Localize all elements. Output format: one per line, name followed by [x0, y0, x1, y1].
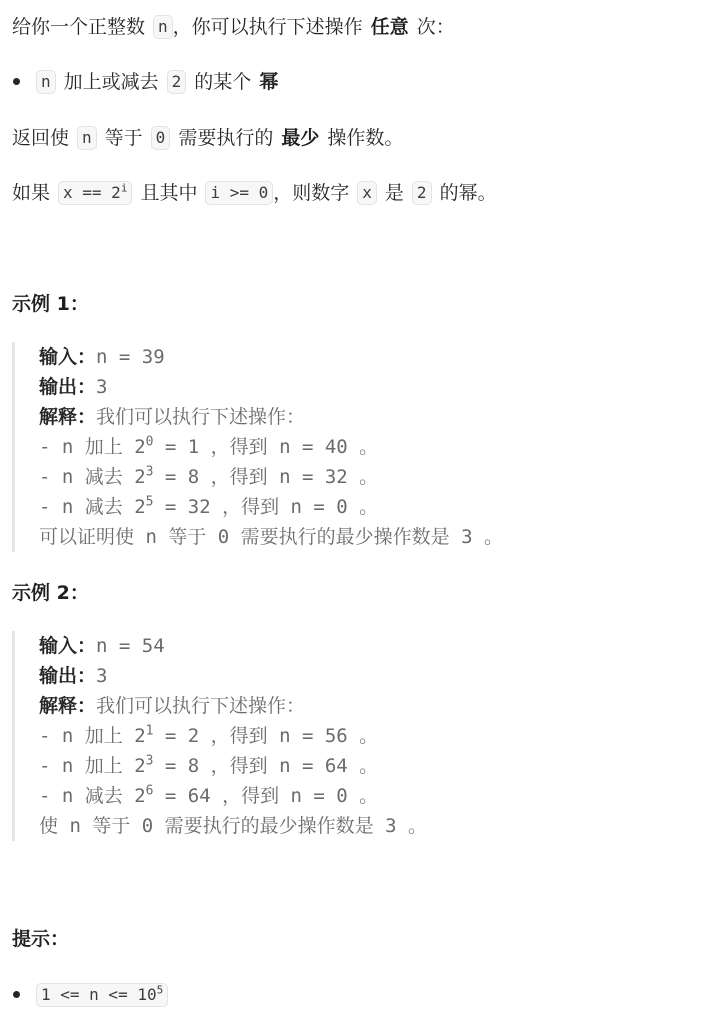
example-1-title: 示例 1：: [12, 293, 89, 315]
hints-title: 提示：: [12, 928, 70, 950]
example-2-conclusion: [39, 811, 427, 841]
output-label: 输出：: [39, 665, 97, 687]
output-value: 3: [96, 665, 108, 687]
step-exponent: 5: [145, 494, 154, 510]
bold-minimum: 最少: [281, 127, 320, 149]
bullet-dot: [13, 78, 20, 85]
example-1-step: [39, 492, 503, 522]
example-2-title: 示例 2：: [12, 582, 89, 604]
statement-text: 操作数。: [327, 127, 404, 149]
step-text: - n 加上 2: [39, 755, 146, 777]
step-text: - n 加上 2: [39, 436, 146, 458]
code-text: 1 <= n <= 10: [41, 985, 157, 1004]
explain-label: 解释：: [39, 406, 97, 428]
conclusion-text: 可以证明使 n 等于 0 需要执行的最少操作数是 3 。: [39, 526, 503, 548]
example-1-block: [12, 342, 503, 552]
bullet-text: 的某个: [194, 71, 252, 93]
operation-bullet: [36, 68, 278, 96]
problem-statement: [12, 13, 455, 41]
example-2-step: [39, 751, 427, 781]
example-2-step: [39, 721, 427, 751]
bold-power: 幂: [259, 71, 279, 93]
inline-code-2: 2: [412, 181, 432, 205]
inline-code-n: n: [77, 126, 97, 150]
example-1-output: [39, 372, 503, 402]
statement-text: ，则数字: [273, 182, 350, 204]
bullet-dot: [13, 991, 20, 998]
example-2-step: [39, 781, 427, 811]
step-text: = 32 ，得到 n = 0 。: [153, 496, 379, 518]
step-exponent: 0: [145, 434, 154, 450]
constraint-item: [36, 981, 168, 1009]
input-label: 输入：: [39, 635, 97, 657]
input-label: 输入：: [39, 346, 97, 368]
step-text: = 1 ，得到 n = 40 。: [153, 436, 379, 458]
example-1-explain: [39, 402, 503, 432]
example-1-conclusion: [39, 522, 503, 552]
example-1-step: [39, 432, 503, 462]
conclusion-text: 使 n 等于 0 需要执行的最少操作数是 3 。: [39, 815, 427, 837]
statement-text: 需要执行的: [178, 127, 274, 149]
statement-text: 如果: [12, 182, 51, 204]
step-exponent: 3: [145, 464, 154, 480]
statement-text: 等于: [104, 127, 143, 149]
output-label: 输出：: [39, 376, 97, 398]
step-text: = 64 ，得到 n = 0 。: [153, 785, 379, 807]
step-text: - n 减去 2: [39, 496, 146, 518]
step-exponent: 1: [145, 723, 154, 739]
step-exponent: 6: [145, 783, 154, 799]
statement-text: 的幂。: [439, 182, 497, 204]
code-exponent: 5: [156, 983, 164, 997]
example-2-block: [12, 631, 427, 841]
example-2-explain: [39, 691, 427, 721]
explain-text: 我们可以执行下述操作：: [96, 695, 306, 717]
step-text: - n 减去 2: [39, 785, 146, 807]
inline-code-x-eq-2i: [58, 181, 132, 205]
explain-text: 我们可以执行下述操作：: [96, 406, 306, 428]
step-text: = 2 ，得到 n = 56 。: [153, 725, 379, 747]
statement-text: 给你一个正整数: [12, 16, 146, 38]
example-1-step: [39, 462, 503, 492]
inline-code-i-ge-0: i >= 0: [205, 181, 273, 205]
inline-code-constraint: [36, 983, 168, 1007]
input-value: n = 39: [96, 346, 165, 368]
explain-label: 解释：: [39, 695, 97, 717]
example-2-input: [39, 631, 427, 661]
statement-text: 且其中: [140, 182, 198, 204]
step-text: - n 减去 2: [39, 466, 146, 488]
bullet-text: 加上或减去: [63, 71, 159, 93]
inline-code-2: 2: [167, 70, 187, 94]
code-exponent: i: [120, 181, 128, 195]
output-value: 3: [96, 376, 108, 398]
step-text: = 8 ，得到 n = 64 。: [153, 755, 379, 777]
statement-text: 是: [384, 182, 404, 204]
example-2-output: [39, 661, 427, 691]
inline-code-n: n: [153, 15, 173, 39]
step-text: = 8 ，得到 n = 32 。: [153, 466, 379, 488]
input-value: n = 54: [96, 635, 165, 657]
statement-text: 次：: [416, 16, 455, 38]
example-1-input: [39, 342, 503, 372]
inline-code-n: n: [36, 70, 56, 94]
statement-text: 返回使: [12, 127, 70, 149]
step-text: - n 加上 2: [39, 725, 146, 747]
bold-arbitrary: 任意: [370, 16, 409, 38]
inline-code-x: x: [357, 181, 377, 205]
statement-text: ，你可以执行下述操作: [172, 16, 363, 38]
inline-code-0: 0: [151, 126, 171, 150]
return-statement: [12, 124, 403, 152]
code-text: x == 2: [63, 183, 121, 202]
power-definition: [12, 179, 497, 207]
step-exponent: 3: [145, 753, 154, 769]
